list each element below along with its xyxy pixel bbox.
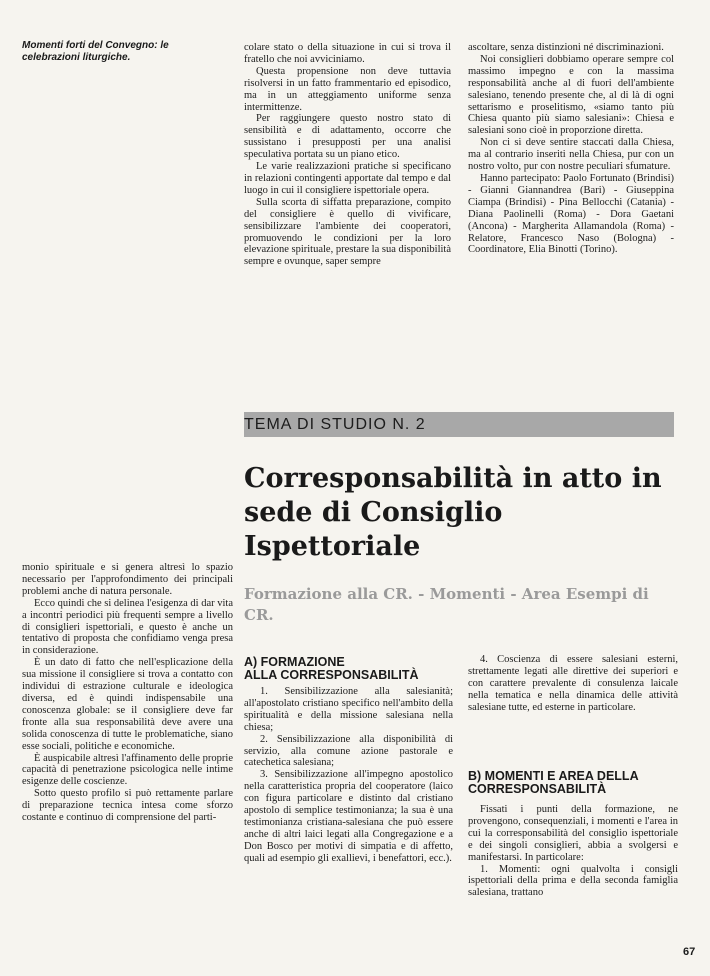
text-column-4 [244, 686, 453, 865]
section-heading-line: ALLA CORRESPONSABILITÀ [244, 668, 419, 682]
paragraph: Per raggiungere questo nostro stato di sensibilità e di adattamento, occorre che sussistano i presupposti per una analisi speculativa portata su un piano etico. [244, 113, 451, 161]
section-band [244, 412, 674, 437]
paragraph: Questa propensione non deve tuttavia risolversi in un fatto frammentario ed episodico, ma in un atteggiamento uniforme senza intermittenze. [244, 65, 451, 113]
photo-caption: Momenti forti del Convegno: le celebrazioni liturgiche. [22, 40, 169, 63]
paragraph: È un dato di fatto che nell'esplicazione della sua missione il consigliere si trova a contatto con individui di estrazione culturale e ideologica diversa, ed è quindi indispensabile una conoscenza globale: se il consigliere deve far fronte alla sua responsabilità deve avere una solida conoscenza di tutte le problematiche, siano esse sociali, politiche e economiche. [22, 657, 233, 752]
paragraph: colare stato o della situazione in cui si trova il fratello che noi avviciniamo. [244, 42, 451, 65]
paragraph: Sotto questo profilo si può rettamente parlare di preparazione tecnica intesa come sforzo costante e continuo di comprensione del parti- [22, 788, 233, 824]
participants-paragraph: Hanno partecipato: Paolo Fortunato (Brindisi) - Gianni Giannandrea (Bari) - Giuseppina Ciampa (Brindisi) - Pina Bellocchi (Catania) - Diana Paolinelli (Roma) - Dora Gaetani (Ancona) - Margherita Allamandola (Roma) - Relatore, Francesco Naso (Bologna) - Coordinatore, Elia Binotti (Torino). [468, 172, 674, 256]
paragraph: Non ci si deve sentire staccati dalla Chiesa, ma al contrario inseriti nella Chiesa, pur con un nostro volto, pur con nostre peculiari sfumature. [468, 137, 674, 173]
text-column-3 [22, 562, 233, 824]
section-heading-b [468, 770, 683, 796]
section-heading-line: B) MOMENTI E AREA DELLA [468, 769, 639, 783]
paragraph: Le varie realizzazioni pratiche si specificano in relazioni contingenti apportate dal tempo e dal luogo in cui il consigliere ispettoriale opera. [244, 161, 451, 196]
paragraph: Noi consiglieri dobbiamo operare sempre col massimo impegno e con la massima responsabilità anche al di fuori dell'ambiente salesiano, tenendo presente che, al di là di ogni settarismo e proselitismo, «siamo tanto più Chiesa quanto più siamo salesiani»: Chiesa e salesiani sono cioè in proporzione diretta. [468, 53, 674, 137]
paragraph: Ecco quindi che si delinea l'esigenza di dar vita a incontri periodici più frequenti sempre a livello di consiglieri ispettoriali, e questo è anche un tentativo di proposta che confidiamo venga presa in considerazione. [22, 597, 233, 657]
list-item: 1. Sensibilizzazione alla salesianità; all'apostolato cristiano specifico nell'ambito della spiritualità e della missione salesiana nella chiesa; [244, 686, 453, 733]
list-item: 2. Sensibilizzazione alla disponibilità di servizio, alla comune azione pastorale e catechetica salesiana; [244, 733, 453, 769]
section-band-label: TEMA DI STUDIO N. 2 [244, 416, 426, 433]
paragraph: ascoltare, senza distinzioni né discriminazioni. [468, 42, 664, 53]
article-title: Corresponsabilità in atto in sede di Consiglio Ispettoriale [244, 463, 662, 562]
text-column-2 [468, 42, 674, 256]
paragraph: monio spirituale e si genera altresì lo spazio necessario per l'approfondimento dei principali problemi anche di natura personale. [22, 562, 233, 597]
paragraph: È auspicabile altresì l'affinamento delle proprie capacità di penetrazione psicologica nelle intime esigenze delle coscienze. [22, 752, 233, 788]
text-column-1 [244, 42, 451, 268]
list-item: 4. Coscienza di essere salesiani esterni, strettamente legati alle direttive dei superiori e con carattere prevalente di consulenza laicale nella tematica e nella dinamica delle attività salesiane tutte, ed esterne in particolare. [468, 654, 678, 713]
paragraph: Sulla scorta di siffatta preparazione, compito del consigliere è quello di vivificare, sensibilizzare l'ambiente dei cooperatori, promuovendo le condizioni per la loro elevazione spirituale, prestare la sua disponibilità sempre e ovunque, saper sempre [244, 196, 452, 268]
section-heading-line: CORRESPONSABILITÀ [468, 782, 607, 796]
section-heading-line: A) FORMAZIONE [244, 655, 345, 669]
paragraph: Fissati i punti della formazione, ne provengono, consequenziali, i momenti e l'area in cui la corresponsabilità del consiglio ispettoriale e dei singoli consiglieri, abbia a svolgersi e manifestarsi. In particolare: [468, 804, 678, 863]
section-heading-a [244, 656, 454, 682]
text-column-5 [468, 654, 678, 714]
article-subtitle: Formazione alla CR. - Momenti - Area Esempi di CR. [244, 585, 649, 624]
list-item: 1. Momenti: ogni qualvolta i consigli ispettoriali della prima e della seconda famiglia salesiana, trattano [468, 863, 678, 899]
text-column-6 [468, 804, 678, 899]
list-item: 3. Sensibilizzazione all'impegno apostolico nella caratteristica propria del cooperatore (laico con figura particolare e distinto dal cristiano apostolo di semplice testimonianza; la sua è una testimonianza cristiana-salesiana che può essere anche di altri laici legati alla Congregazione e a Don Bosco per motivi di simpatia e di affetto, quali ad esempio gli exallievi, i benefattori, ecc.). [244, 769, 453, 864]
page-number: 67 [683, 946, 696, 958]
